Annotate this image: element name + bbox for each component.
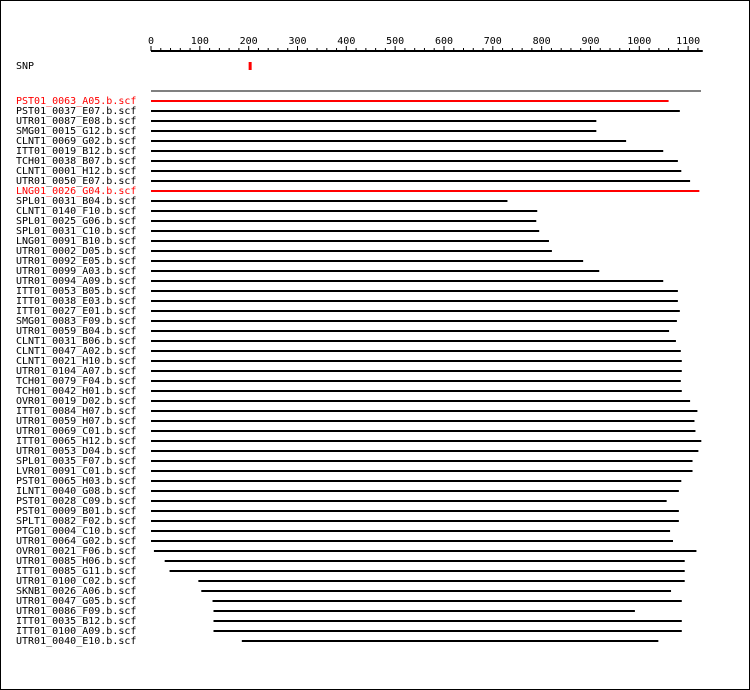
read-label: UTR01_0064_G02.b.scf	[16, 536, 137, 547]
read-label: ITT01_0038_E03.b.scf	[16, 296, 137, 307]
read-label: UTR01_0085_H06.b.scf	[16, 556, 137, 567]
ruler-tick-label: 800	[532, 36, 551, 47]
read-label: PST01_0028_C09.b.scf	[16, 496, 137, 507]
read-label: LNG01_0026_G04.b.scf	[16, 186, 137, 197]
read-label: ITT01_0027_E01.b.scf	[16, 306, 137, 317]
ruler-tick-label: 1100	[676, 36, 701, 47]
read-label: ILNT1_0040_G08.b.scf	[16, 486, 137, 497]
read-label: LVR01_0091_C01.b.scf	[16, 466, 137, 477]
read-label: UTR01_0100_C02.b.scf	[16, 576, 137, 587]
read-label: PST01_0037_E07.b.scf	[16, 106, 137, 117]
read-label: PST01_0063_A05.b.scf	[16, 96, 137, 107]
read-label: UTR01_0069_C01.b.scf	[16, 426, 137, 437]
ruler-tick-label: 0	[147, 36, 155, 47]
read-label: SPL01_0031_C10.b.scf	[16, 226, 137, 237]
read-label: PST01_0009_B01.b.scf	[16, 506, 137, 517]
read-label: SMG01_0083_F09.b.scf	[16, 316, 137, 327]
read-label: UTR01_0092_E05.b.scf	[16, 256, 137, 267]
read-label: ITT01_0085_G11.b.scf	[16, 566, 137, 577]
read-label: TCH01_0079_F04.b.scf	[16, 376, 137, 387]
read-label: ITT01_0053_B05.b.scf	[16, 286, 137, 297]
read-label: SPL01_0031_B04.b.scf	[16, 196, 137, 207]
read-label: ITT01_0065_H12.b.scf	[16, 436, 137, 447]
read-label: UTR01_0087_E08.b.scf	[16, 116, 137, 127]
read-label: UTR01_0050_E07.b.scf	[16, 176, 137, 187]
read-label: CLNT1_0069_G02.b.scf	[16, 136, 137, 147]
read-label: SKNB1_0026_A06.b.scf	[16, 586, 137, 597]
ruler-tick-label: 900	[581, 36, 600, 47]
read-label: ITT01_0100_A09.b.scf	[16, 626, 137, 637]
read-label: SMG01_0015_G12.b.scf	[16, 126, 137, 137]
read-label: CLNT1_0140_F10.b.scf	[16, 206, 137, 217]
read-label: SPL01_0035_F07.b.scf	[16, 456, 137, 467]
snp-track	[16, 61, 252, 72]
read-label: CLNT1_0001_H12.b.scf	[16, 166, 137, 177]
read-label: ITT01_0035_B12.b.scf	[16, 616, 137, 627]
ruler-tick-label: 200	[239, 36, 258, 47]
read-label: CLNT1_0021_H10.b.scf	[16, 356, 137, 367]
read-label: PTG01_0004_C10.b.scf	[16, 526, 137, 537]
read-label: CLNT1_0047_A02.b.scf	[16, 346, 137, 357]
read-label: SPL01_0025_G06.b.scf	[16, 216, 137, 227]
read-list	[16, 96, 701, 647]
read-label: OVR01_0019_D02.b.scf	[16, 396, 137, 407]
read-label: UTR01_0053_D04.b.scf	[16, 446, 137, 457]
read-label: LNG01_0091_B10.b.scf	[16, 236, 137, 247]
read-label: UTR01_0059_H07.b.scf	[16, 416, 137, 427]
snp-marker	[249, 62, 252, 70]
read-label: CLNT1_0031_B06.b.scf	[16, 336, 137, 347]
ruler-tick-label: 300	[288, 36, 307, 47]
read-label: OVR01_0021_F06.b.scf	[16, 546, 137, 557]
read-label: UTR01_0002_D05.b.scf	[16, 246, 137, 257]
alignment-diagram	[1, 1, 749, 689]
snp-track-label: SNP	[16, 61, 35, 72]
position-ruler	[148, 36, 703, 51]
read-label: UTR01_0099_A03.b.scf	[16, 266, 137, 277]
read-label: TCH01_0038_B07.b.scf	[16, 156, 137, 167]
read-label: ITT01_0019_B12.b.scf	[16, 146, 137, 157]
ruler-tick-label: 500	[386, 36, 405, 47]
read-label: UTR01_0047_G05.b.scf	[16, 596, 137, 607]
read-label: PST01_0065_H03.b.scf	[16, 476, 137, 487]
ruler-tick-label: 600	[434, 36, 454, 47]
ruler-tick-label: 400	[337, 36, 356, 47]
read-label: SPLT1_0082_F02.b.scf	[16, 516, 137, 527]
read-label: ITT01_0084_H07.b.scf	[16, 406, 137, 417]
read-label: UTR01_0104_A07.b.scf	[16, 366, 137, 377]
read-label: TCH01_0042_H01.b.scf	[16, 386, 137, 397]
ruler-tick-label: 100	[190, 36, 209, 47]
read-label: UTR01_0059_B04.b.scf	[16, 326, 137, 337]
ruler-tick-label: 700	[483, 36, 502, 47]
read-label: UTR01_0040_E10.b.scf	[16, 636, 137, 647]
read-label: UTR01_0086_F09.b.scf	[16, 606, 137, 617]
ruler-tick-label: 1000	[627, 36, 652, 47]
read-label: UTR01_0094_A09.b.scf	[16, 276, 137, 287]
